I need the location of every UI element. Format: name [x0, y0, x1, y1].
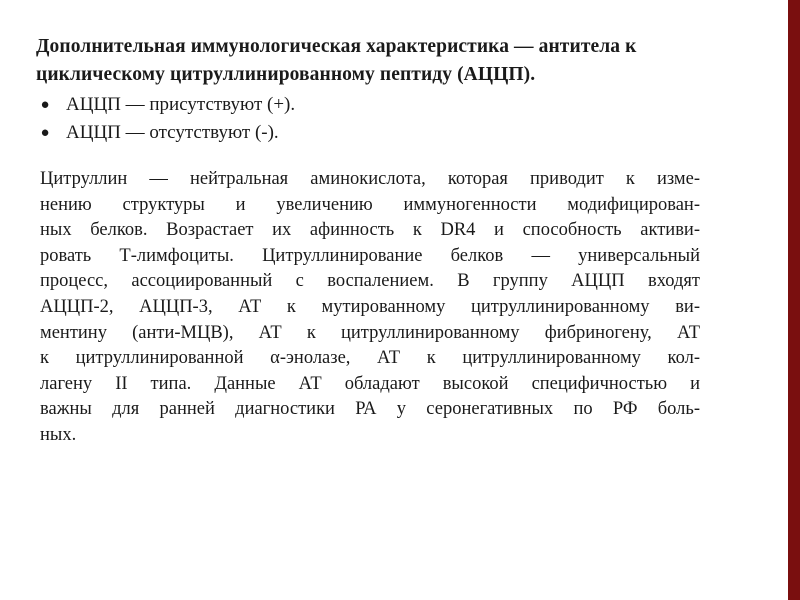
paragraph-line-6: АЦЦП-2, АЦЦП-3, АТ к мутированному цитруллинированному ви- [40, 296, 700, 317]
paragraph-line-4: ровать Т-лимфоциты. Цитруллинирование белков — универсальный [40, 245, 700, 266]
paragraph-line-8: к цитруллинированной α-энолазе, АТ к цитруллинированному кол- [40, 348, 700, 369]
bullet-item-absent [36, 119, 766, 147]
bullet-text-absent: АЦЦП — отсутствуют (-). [66, 122, 279, 143]
paragraph-line-2: нению структуры и увеличению иммуногенности модифицирован- [40, 194, 700, 215]
bullet-dot-icon: ● [40, 125, 50, 141]
paragraph-line-10: важны для ранней диагностики РА у серонегативных по РФ боль- [40, 399, 700, 420]
paragraph-line-5: процесс, ассоциированный с воспалением. В группу АЦЦП входят [40, 271, 700, 292]
accent-side-bar [788, 0, 800, 600]
paragraph-line-9: лагену II типа. Данные АТ обладают высокой специфичностью и [40, 373, 700, 394]
paragraph-line-3: ных белков. Возрастает их афинность к DR4 и способность активи- [40, 220, 700, 241]
heading-line-2: циклическому цитруллинированному пептиду (АЦЦП). [36, 64, 536, 85]
slide-heading [36, 33, 766, 89]
bullet-text-present: АЦЦП — присутствуют (+). [66, 94, 296, 115]
paragraph-line-11: ных. [40, 424, 77, 445]
bullet-item-present [36, 91, 766, 119]
bullet-dot-icon: ● [40, 97, 50, 113]
paragraph-line-7: ментину (анти-МЦВ), АТ к цитруллинированному фибриногену, АТ [40, 322, 700, 343]
body-paragraph [40, 167, 700, 449]
bullet-list [36, 91, 766, 147]
heading-line-1: Дополнительная иммунологическая характеристика — антитела к [36, 36, 637, 57]
paragraph-line-1: Цитруллин — нейтральная аминокислота, которая приводит к изме- [40, 169, 700, 189]
